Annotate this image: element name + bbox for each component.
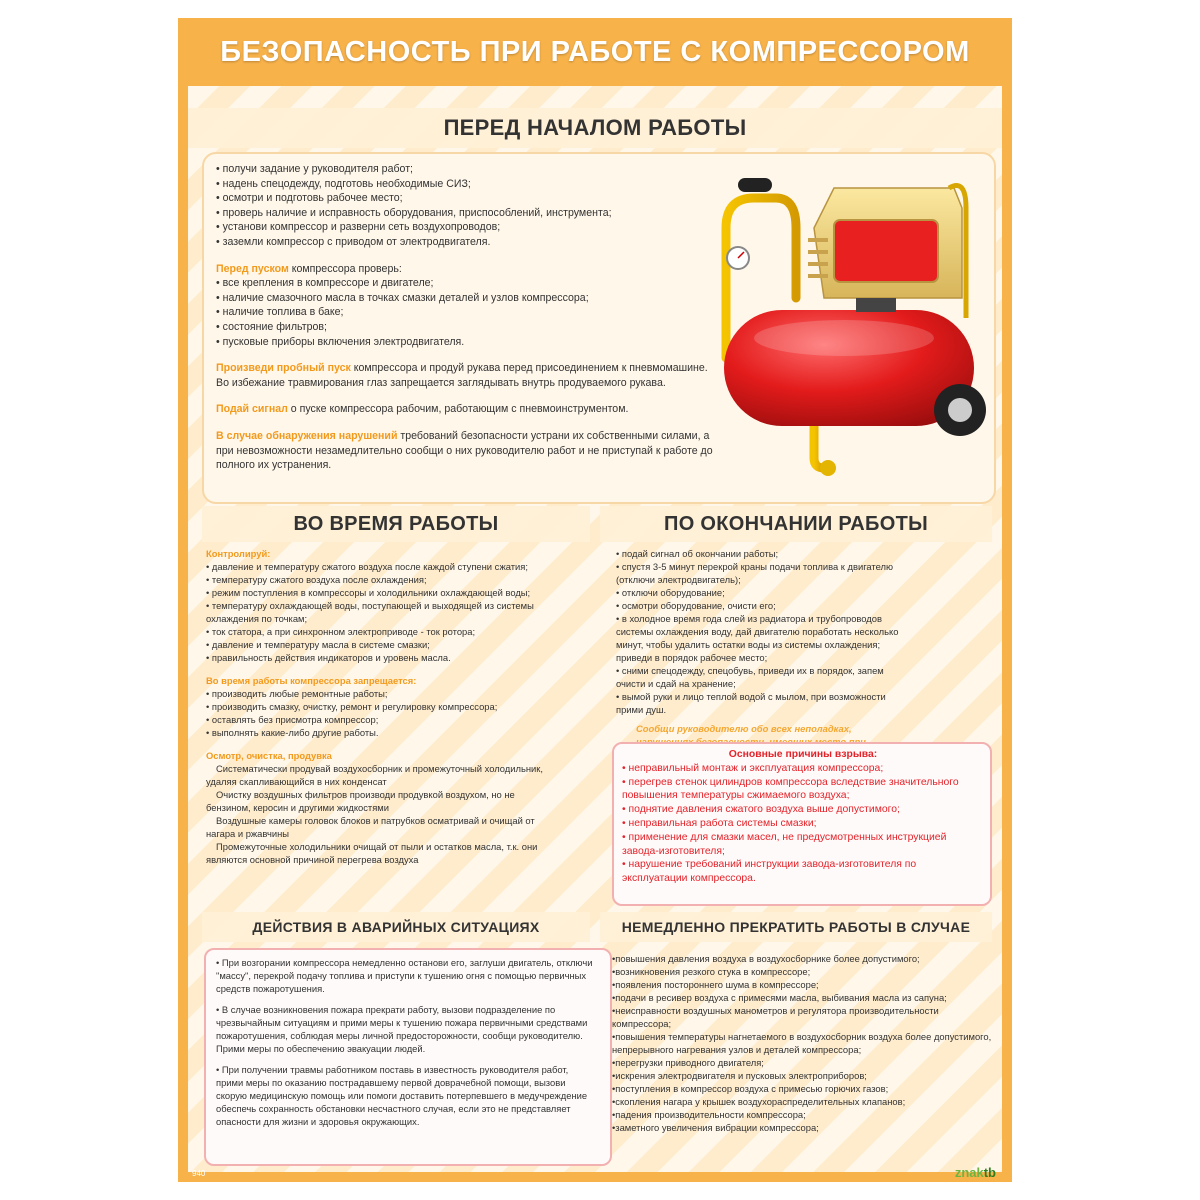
poster-code: 940 bbox=[192, 1169, 206, 1178]
violations-text: требований безопасности устрани их собственными силами, а при невозможности незамедлительно сообщи о них руководителю работ и не приступай к работе до полного их устранения. bbox=[216, 429, 713, 472]
control-item: • правильность действия индикаторов и уровень масла. bbox=[206, 652, 451, 663]
stop-heading: НЕМЕДЛЕННО ПРЕКРАТИТЬ РАБОТЫ В СЛУЧАЕ bbox=[600, 912, 992, 942]
emergency-item: • При получении травмы работником поставь в известность руководителя работ, прими меры по оказанию пострадавшему первой доврачебной помощи, вызови скорую медицинскую помощь или помоги доставить потерпевшего в медучреждение обеспечь сохранность обстановки несчастного случая, если это не представляет опасности для жизни и здоровья окружающих. bbox=[216, 1064, 588, 1127]
trial-text: компрессора и продуй рукава перед присоединением к пневмомашине. Во избежание травмирования глаз запрещается заглядывать внутрь продуваемого рукава. bbox=[216, 362, 708, 389]
violations-label: В случае обнаружения нарушений bbox=[216, 429, 398, 442]
inspect-label: Осмотр, очистка, продувка bbox=[206, 750, 332, 761]
control-item: • давление и температуру масла в системе смазки; bbox=[206, 639, 430, 650]
control-item: • ток статора, а при синхронном электроприводе - ток ротора; bbox=[206, 626, 476, 637]
before-item: • заземли компрессор с приводом от электродвигателя. bbox=[216, 235, 491, 248]
signal-text: о пуске компрессора рабочим, работающим с пневмоинструментом. bbox=[287, 403, 629, 416]
inspect-item: Систематически продувай воздухосборник и промежуточный холодильник, удаляя скапливающийся в них конденсат bbox=[206, 763, 543, 787]
after-item: • отключи оборудование; bbox=[616, 587, 725, 598]
check-label: Перед пуском bbox=[216, 262, 289, 275]
control-item: • режим поступления в компрессоры и холодильники охлаждающей воды; bbox=[206, 587, 531, 598]
after-item: • осмотри оборудование, очисти его; bbox=[616, 600, 776, 611]
forbidden-item: • оставлять без присмотра компрессор; bbox=[206, 714, 379, 725]
stop-item: •появления постороннего шума в компрессоре; bbox=[612, 979, 819, 990]
trial-run bbox=[216, 361, 716, 390]
compressor-illustration bbox=[704, 168, 994, 488]
after-content bbox=[616, 547, 906, 761]
explosion-item: • нарушение требований инструкции завода-изготовителя по эксплуатации компрессора. bbox=[622, 859, 917, 885]
explosion-heading: Основные причины взрыва: bbox=[728, 749, 878, 760]
check-item: • наличие топлива в баке; bbox=[216, 306, 344, 319]
stop-item: •неисправности воздушных манометров и регулятора производительности компрессора; bbox=[612, 1005, 939, 1029]
check-item: • все крепления в компрессоре и двигателе; bbox=[216, 277, 434, 290]
logo-part-a: znak bbox=[954, 1165, 984, 1180]
before-item: • осмотри и подготовь рабочее место; bbox=[216, 192, 403, 205]
before-item: • надень спецодежду, подготовь необходимые СИЗ; bbox=[216, 177, 471, 190]
stop-item: •перегрузки приводного двигателя; bbox=[612, 1057, 764, 1068]
before-item: • получи задание у руководителя работ; bbox=[216, 163, 413, 175]
after-heading: ПО ОКОНЧАНИИ РАБОТЫ bbox=[600, 506, 992, 542]
emergency-box bbox=[204, 948, 612, 1166]
inspect-item: Воздушные камеры головок блоков и патрубков осматривай и очищай от нагара и ржавчины bbox=[206, 815, 535, 839]
stop-item: •возникновения резкого стука в компрессоре; bbox=[612, 966, 811, 977]
emergency-item: • В случае возникновения пожара прекрати работу, вызови подразделение по чрезвычайным ситуациям и прими меры к тушению пожара первичными средствами пожаротушения, соблюдая меры личной предосторожности, сообщи руководителю. Прими меры по обеспечению эвакуации людей. bbox=[216, 1004, 588, 1054]
emergency-item: • При возгорании компрессора немедленно останови его, заглуши двигатель, отключи "массу", перекрой подачу топлива и приступи к тушению огня с помощью первичных средств пожаротушения. bbox=[216, 957, 593, 994]
check-item: • пусковые приборы включения электродвигателя. bbox=[216, 335, 465, 348]
emergency-heading: ДЕЙСТВИЯ В АВАРИЙНЫХ СИТУАЦИЯХ bbox=[202, 912, 590, 942]
explosion-box bbox=[612, 742, 992, 906]
check-intro bbox=[216, 262, 716, 277]
stop-item: •повышения давления воздуха в воздухосборнике более допустимого; bbox=[612, 953, 920, 964]
after-note: Сообщи руководителю обо всех неполадках, bbox=[636, 723, 852, 734]
explosion-item: • применение для смазки масел, не предусмотренных инструкцией завода-изготовителя; bbox=[622, 831, 947, 857]
poster bbox=[178, 18, 1012, 1182]
forbidden-item: • производить любые ремонтные работы; bbox=[206, 688, 388, 699]
after-item: • сними спецодежду, спецобувь, приведи их в порядок, запем очисти и сдай на хранение; bbox=[616, 665, 884, 689]
before-box bbox=[202, 152, 996, 504]
control-item: • температуру сжатого воздуха после охлаждения; bbox=[206, 574, 427, 585]
forbidden-label: Во время работы компрессора запрещается: bbox=[206, 675, 417, 686]
explosion-item: • поднятие давления сжатого воздуха выше допустимого; bbox=[622, 804, 900, 816]
control-item: • давление и температуру сжатого воздуха после каждой ступени сжатия; bbox=[206, 561, 528, 572]
signal-label: Подай сигнал bbox=[216, 403, 288, 416]
before-item: • проверь наличие и исправность оборудования, приспособлений, инструмента; bbox=[216, 206, 612, 219]
after-item: • вымой руки и лицо теплой водой с мылом, при возможности прими душ. bbox=[616, 691, 886, 715]
stop-item: •поступления в компрессор воздуха с примесью горючих газов; bbox=[612, 1083, 889, 1094]
explosion-content bbox=[622, 748, 984, 886]
stop-item: •падения производительности компрессора; bbox=[612, 1109, 806, 1120]
stop-item: •подачи в ресивер воздуха с примесями масла, выбивания масла из сапуна; bbox=[612, 992, 947, 1003]
explosion-item: • перегрев стенок цилиндров компрессора вследствие значительного повышения температуры сжимаемого воздуха; bbox=[622, 776, 959, 802]
check-text: компрессора проверь: bbox=[288, 262, 402, 275]
during-heading: ВО ВРЕМЯ РАБОТЫ bbox=[202, 506, 590, 542]
control-item: • температуру охлаждающей воды, поступающей и выходящей из системы охлаждения по точкам; bbox=[206, 600, 534, 624]
before-heading: ПЕРЕД НАЧАЛОМ РАБОТЫ bbox=[188, 108, 1002, 148]
check-item: • состояние фильтров; bbox=[216, 320, 327, 333]
check-item: • наличие смазочного масла в точках смазки деталей и узлов компрессора; bbox=[216, 291, 589, 304]
after-item: • подай сигнал об окончании работы; bbox=[616, 548, 779, 559]
logo-part-b: tb bbox=[983, 1165, 996, 1180]
before-item: • установи компрессор и разверни сеть воздухопроводов; bbox=[216, 221, 501, 234]
forbidden-item: • производить смазку, очистку, ремонт и регулировку компрессора; bbox=[206, 701, 498, 712]
stop-item: •заметного увеличения вибрации компрессора; bbox=[612, 1122, 819, 1133]
emergency-content bbox=[216, 956, 598, 1128]
brand-logo bbox=[955, 1165, 996, 1180]
during-content bbox=[206, 547, 552, 866]
stop-item: •искрения электродвигателя и пусковых электроприборов; bbox=[612, 1070, 867, 1081]
signal bbox=[216, 402, 716, 417]
trial-label: Произведи пробный пуск bbox=[216, 362, 351, 375]
stop-item: •скопления нагара у крышек воздухораспределительных клапанов; bbox=[612, 1096, 906, 1107]
forbidden-item: • выполнять какие-либо другие работы. bbox=[206, 727, 379, 738]
explosion-item: • неправильная работа системы смазки; bbox=[622, 817, 817, 829]
before-list bbox=[216, 162, 716, 473]
stop-content bbox=[612, 952, 996, 1134]
inspect-item: Промежуточные холодильники очищай от пыли и остатков масла, т.к. они являются основной причиной перегрева воздуха bbox=[206, 841, 538, 865]
inspect-item: Очистку воздушных фильтров производи продувкой воздухом, но не бензином, керосин и другими жидкостями bbox=[206, 789, 515, 813]
explosion-item: • неправильный монтаж и эксплуатация компрессора; bbox=[622, 762, 884, 774]
control-label: Контролируй: bbox=[206, 548, 271, 559]
after-item: • в холодное время года слей из радиатора и трубопроводов системы охлаждения воду, дай двигателю поработать несколько минут, чтобы удалить остатки воды из системы охлаждения; приведи в порядок рабочее место; bbox=[616, 613, 899, 663]
stop-item: •повышения температуры нагнетаемого в воздухосборник воздуха более допустимого, непрерывного нагревания узлов и деталей компрессора; bbox=[612, 1031, 992, 1055]
poster-body bbox=[188, 86, 1002, 1172]
page-title: БЕЗОПАСНОСТЬ ПРИ РАБОТЕ С КОМПРЕССОРОМ bbox=[220, 35, 970, 68]
after-item: • спустя 3-5 минут перекрой краны подачи топлива к двигателю (отключи электродвигатель); bbox=[616, 561, 894, 585]
violations bbox=[216, 429, 716, 473]
